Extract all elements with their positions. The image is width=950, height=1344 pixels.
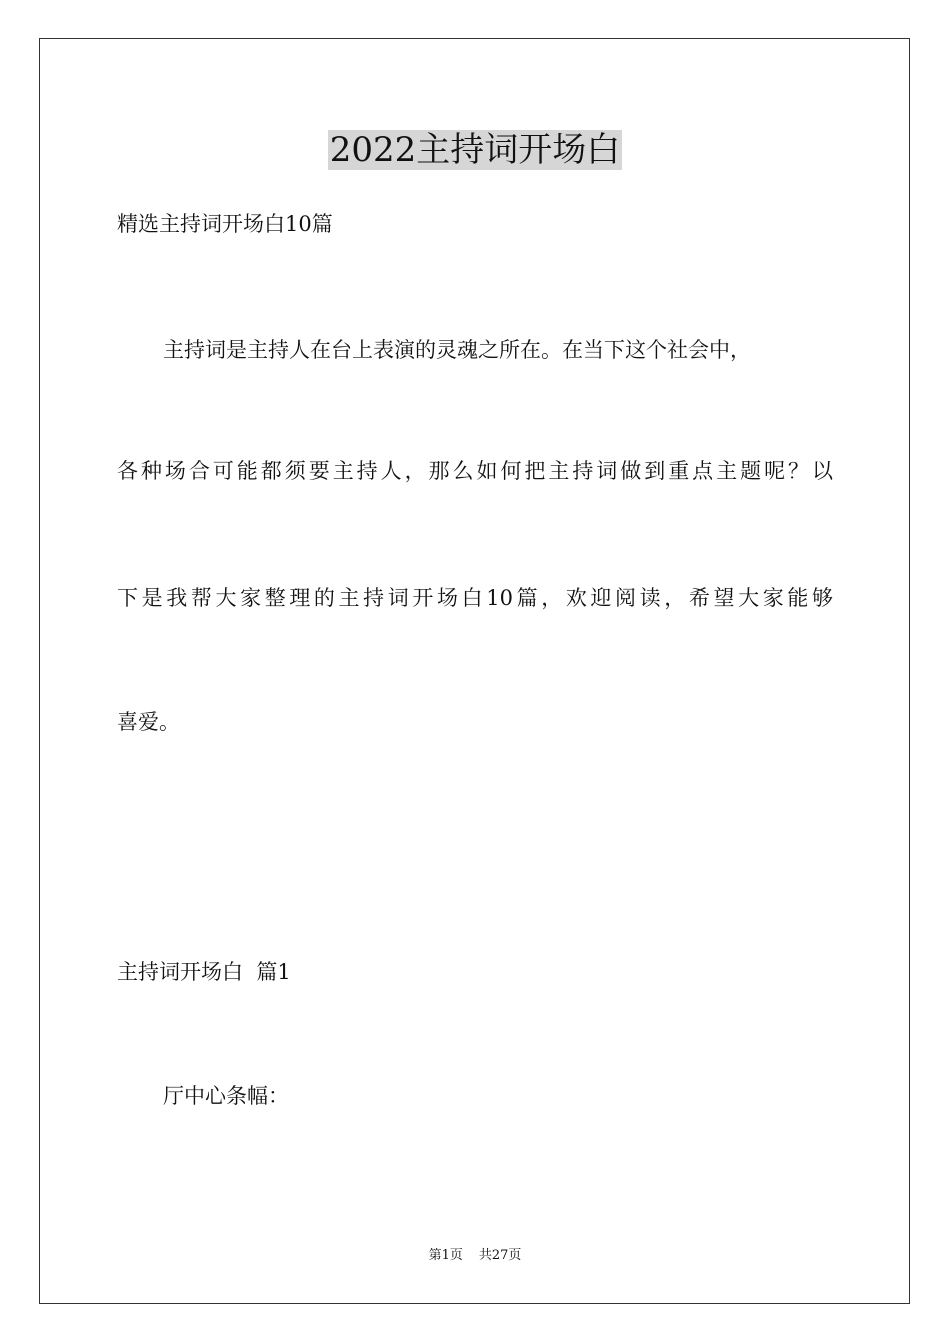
intro-line-2: 各种场合可能都须要主持人，那么如何把主持词做到重点主题呢？以 bbox=[117, 459, 833, 483]
page-number: 第1页 bbox=[428, 1248, 463, 1263]
section-1-first-line: 厅中心条幅： bbox=[163, 1084, 289, 1108]
intro-line-1: 主持词是主持人在台上表演的灵魂之所在。在当下这个社会中， bbox=[163, 338, 751, 362]
intro-line-4: 喜爱。 bbox=[117, 710, 180, 734]
document-subtitle: 精选主持词开场白10篇 bbox=[117, 212, 333, 236]
section-heading-1: 主持词开场白 篇1 bbox=[117, 960, 291, 984]
document-title-text: 2022主持词开场白 bbox=[329, 130, 621, 170]
page-footer bbox=[0, 1246, 950, 1266]
document-title bbox=[0, 127, 950, 173]
intro-line-3: 下是我帮大家整理的主持词开场白10篇，欢迎阅读，希望大家能够 bbox=[117, 586, 833, 610]
page-total: 共27页 bbox=[478, 1248, 522, 1263]
